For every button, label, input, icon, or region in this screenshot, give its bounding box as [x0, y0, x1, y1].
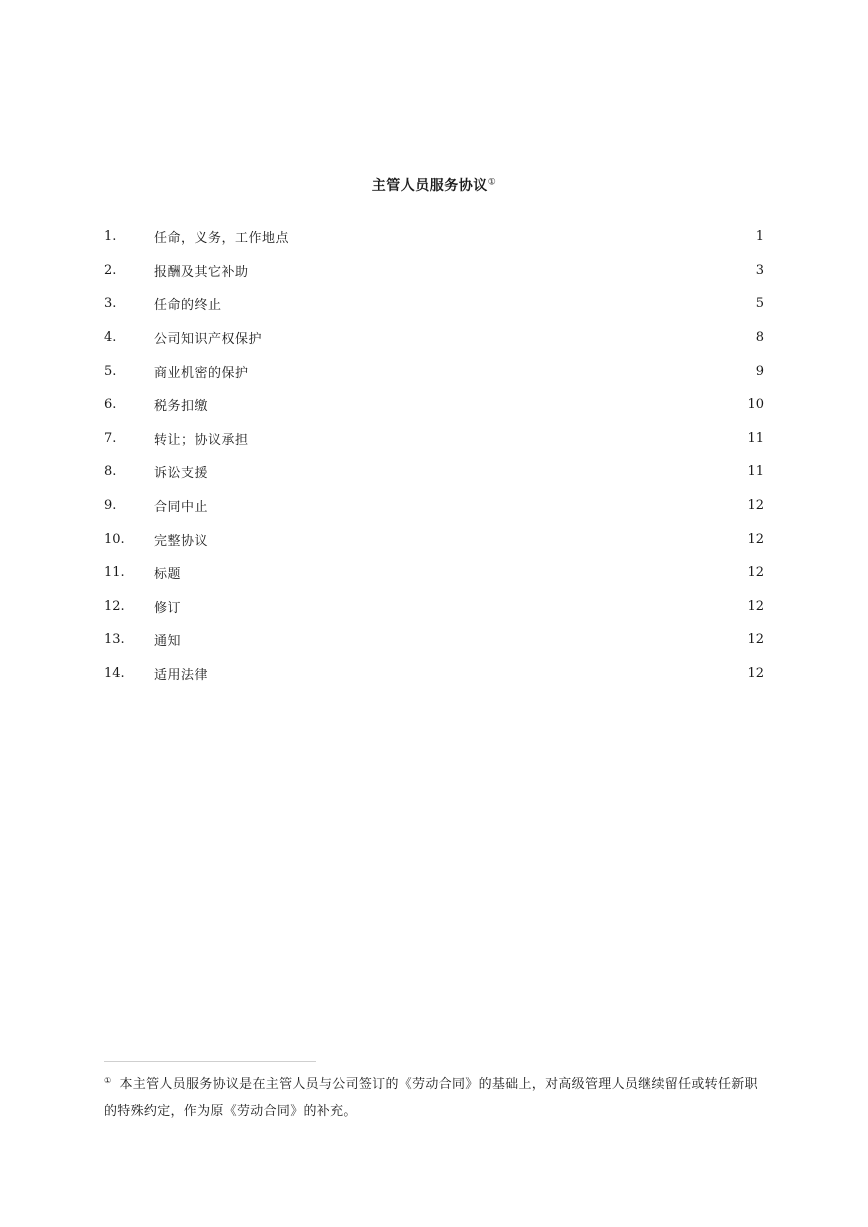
toc-entry-page: 11 — [747, 430, 764, 446]
toc-entry-page: 12 — [747, 632, 764, 648]
toc-entry-number: 5. — [104, 363, 117, 379]
document-title — [0, 175, 868, 195]
toc-entry-page: 12 — [747, 531, 764, 547]
toc-entry-title: 标题 — [154, 567, 182, 583]
toc-entry-title: 通知 — [154, 634, 182, 650]
toc-entry-number: 8. — [104, 464, 117, 480]
toc-entry[interactable] — [104, 590, 764, 624]
toc-entry[interactable] — [104, 522, 764, 556]
toc-entry[interactable] — [104, 556, 764, 590]
toc-entry-page: 12 — [747, 666, 764, 682]
footnote — [104, 1071, 766, 1125]
title-footnote-mark[interactable]: ① — [487, 177, 497, 188]
toc-entry-number: 11. — [104, 565, 125, 581]
toc-entry[interactable] — [104, 489, 764, 523]
toc-entry-title: 合同中止 — [154, 500, 209, 516]
toc-entry-title: 税务扣缴 — [154, 399, 209, 415]
toc-entry-number: 3. — [104, 296, 117, 312]
document-title-text: 主管人员服务协议 — [371, 178, 488, 194]
toc-entry-page: 5 — [755, 296, 764, 312]
toc-entry[interactable] — [104, 388, 764, 422]
toc-entry-page: 12 — [747, 565, 764, 581]
toc-entry-number: 10. — [104, 531, 125, 547]
toc-entry[interactable] — [104, 422, 764, 456]
toc-entry-title: 诉讼支援 — [154, 466, 209, 482]
toc-entry-page: 10 — [747, 397, 764, 413]
toc-entry-page: 11 — [747, 464, 764, 480]
toc-entry[interactable] — [104, 254, 764, 288]
toc-entry-number: 14. — [104, 666, 125, 682]
footnote-text: 本主管人员服务协议是在主管人员与公司签订的《劳动合同》的基础上，对高级管理人员继续留任或转任新职的特殊约定，作为原《劳动合同》的补充。 — [104, 1077, 758, 1119]
toc-entry[interactable] — [104, 220, 764, 254]
toc-entry-number: 1. — [104, 229, 117, 245]
toc-entry[interactable] — [104, 354, 764, 388]
toc-entry-title: 公司知识产权保护 — [154, 332, 263, 348]
toc-entry-title: 报酬及其它补助 — [154, 264, 249, 280]
toc-entry[interactable] — [104, 287, 764, 321]
footnote-separator — [104, 1061, 316, 1062]
toc-entry-page: 9 — [755, 363, 764, 379]
toc-entry-page: 12 — [747, 498, 764, 514]
toc-entry[interactable] — [104, 657, 764, 691]
toc-entry-title: 适用法律 — [154, 668, 209, 684]
toc-entry-title: 完整协议 — [154, 533, 209, 549]
toc-entry-page: 8 — [755, 330, 764, 346]
toc-entry-title: 任命的终止 — [154, 298, 222, 314]
toc-entry-page: 3 — [755, 262, 764, 278]
footnote-mark: ① — [104, 1075, 112, 1085]
toc-entry-number: 7. — [104, 430, 117, 446]
toc-entry-number: 4. — [104, 330, 117, 346]
toc-entry-page: 1 — [755, 229, 764, 245]
toc-entry-title: 商业机密的保护 — [154, 365, 249, 381]
toc-entry-number: 2. — [104, 262, 117, 278]
toc-entry-number: 12. — [104, 598, 125, 614]
toc-entry-title: 任命，义务，工作地点 — [154, 231, 290, 247]
toc-entry[interactable] — [104, 623, 764, 657]
toc-entry-number: 6. — [104, 397, 117, 413]
toc-entry[interactable] — [104, 321, 764, 355]
toc-entry-number: 13. — [104, 632, 125, 648]
toc-entry-title: 修订 — [154, 600, 182, 616]
table-of-contents — [104, 220, 764, 690]
toc-entry-number: 9. — [104, 498, 117, 514]
toc-entry-title: 转让；协议承担 — [154, 432, 249, 448]
toc-entry[interactable] — [104, 455, 764, 489]
toc-entry-page: 12 — [747, 598, 764, 614]
